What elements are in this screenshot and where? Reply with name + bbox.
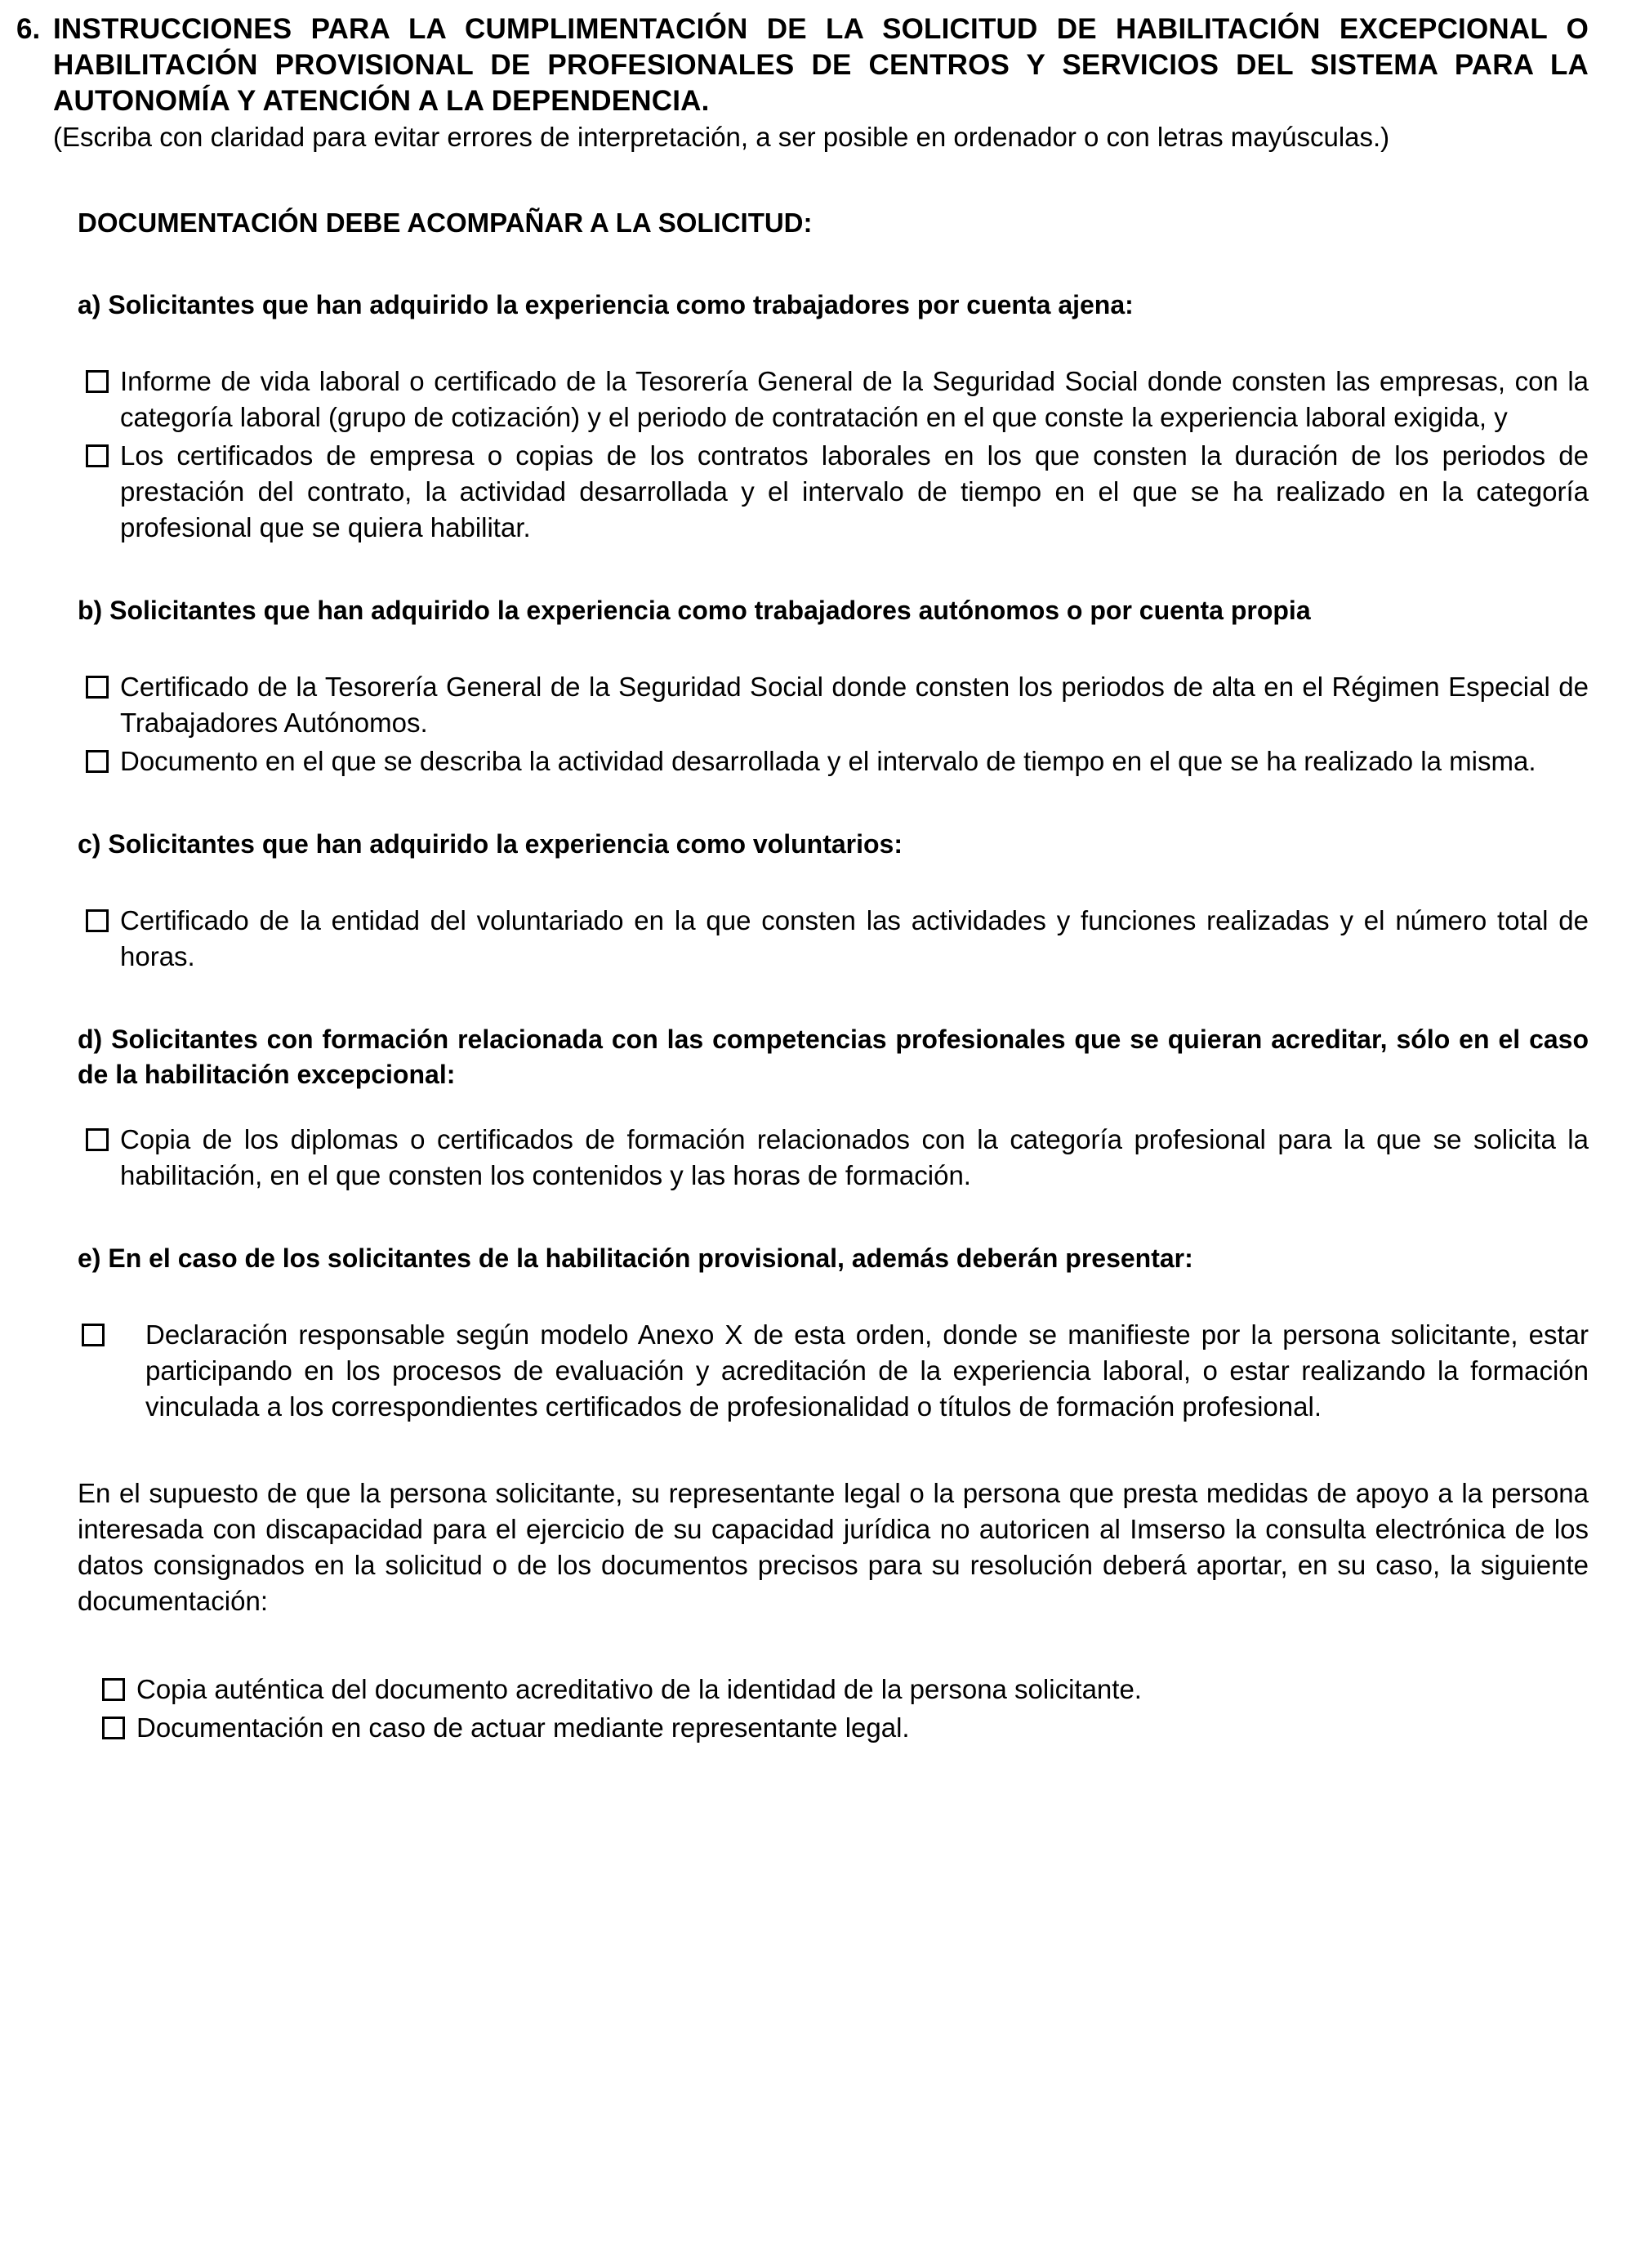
title-block: [16, 11, 1589, 155]
checklist-item: [102, 1710, 1589, 1746]
item-text: Declaración responsable según modelo Anexo X de esta orden, donde se manifieste por la persona solicitante, estar participando en los procesos de evaluación y acreditación de la experiencia laboral, o estar realizando la formación vinculada a los correspondientes certificados de profesionalidad o títulos de formación profesional.: [145, 1319, 1589, 1422]
title-wrap: [53, 11, 1589, 155]
item-text: Copia de los diplomas o certificados de formación relacionados con la categoría profesional para la que se solicita la habilitación, en el que consten los contenidos y las horas de formación.: [120, 1124, 1589, 1190]
checklist-checkbox[interactable]: [86, 370, 109, 393]
documentation-heading: DOCUMENTACIÓN DEBE ACOMPAÑAR A LA SOLICITUD:: [78, 208, 813, 238]
checklist-item: [82, 1317, 1589, 1425]
checklist-checkbox[interactable]: [86, 676, 109, 699]
item-text: Documentación en caso de actuar mediante representante legal.: [136, 1712, 910, 1743]
checklist-checkbox[interactable]: [86, 750, 109, 773]
closing-paragraph: En el supuesto de que la persona solicitante, su representante legal o la persona que presta medidas de apoyo a la persona interesada con discapacidad para el ejercicio de su capacidad jurídica no autoricen al Imserso la consulta electrónica de los datos consignados en la solicitud o de los documentos precisos para su resolución deberá aportar, en su caso, la siguiente documentación:: [78, 1478, 1589, 1616]
checklist-checkbox[interactable]: [86, 1128, 109, 1151]
section-d-label: d) Solicitantes con formación relacionada con las competencias profesionales que se quieran acreditar, sólo en el caso de la habilitación excepcional:: [78, 1025, 1589, 1089]
instructions-content: [78, 206, 1589, 1746]
section-c-label: c) Solicitantes que han adquirido la experiencia como voluntarios:: [78, 829, 903, 859]
checklist-checkbox[interactable]: [102, 1678, 125, 1701]
section-b-label: b) Solicitantes que han adquirido la experiencia como trabajadores autónomos o por cuenta propia: [78, 596, 1311, 625]
checklist-item: [86, 743, 1589, 779]
checklist-item: [102, 1672, 1589, 1708]
checklist-item: [86, 438, 1589, 546]
clarity-note: (Escriba con claridad para evitar errores de interpretación, a ser posible en ordenador o con letras mayúsculas.): [53, 122, 1390, 152]
checklist-checkbox[interactable]: [82, 1324, 105, 1346]
item-text: Certificado de la entidad del voluntariado en la que consten las actividades y funciones realizadas y el número total de horas.: [120, 905, 1589, 971]
checklist-checkbox[interactable]: [86, 444, 109, 467]
checklist-item: [86, 364, 1589, 435]
item-text: Los certificados de empresa o copias de los contratos laborales en los que consten la duración de los periodos de prestación del contrato, la actividad desarrollada y el intervalo de tiempo en el que se ha realizado en la categoría profesional que se quiera habilitar.: [120, 440, 1589, 542]
section-e-label: e) En el caso de los solicitantes de la habilitación provisional, además deberán presentar:: [78, 1243, 1193, 1273]
item-text: Documento en el que se describa la actividad desarrollada y el intervalo de tiempo en el que se ha realizado la misma.: [120, 746, 1536, 776]
item-text: Informe de vida laboral o certificado de la Tesorería General de la Seguridad Social donde consten las empresas, con la categoría laboral (grupo de cotización) y el periodo de contratación en el que conste la experiencia laboral exigida, y: [120, 366, 1589, 432]
section-number: 6.: [16, 13, 41, 45]
document-title: INSTRUCCIONES PARA LA CUMPLIMENTACIÓN DE LA SOLICITUD DE HABILITACIÓN EXCEPCIONAL O HABILITACIÓN PROVISIONAL DE PROFESIONALES DE CENTROS Y SERVICIOS DEL SISTEMA PARA LA AUTONOMÍA Y ATENCIÓN A LA DEPENDENCIA.: [53, 13, 1589, 117]
item-text: Certificado de la Tesorería General de la Seguridad Social donde consten los periodos de alta en el Régimen Especial de Trabajadores Autónomos.: [120, 672, 1589, 738]
final-checklist: [94, 1672, 1589, 1746]
section-a-label: a) Solicitantes que han adquirido la experiencia como trabajadores por cuenta ajena:: [78, 290, 1134, 319]
checklist-checkbox[interactable]: [102, 1717, 125, 1739]
checklist-checkbox[interactable]: [86, 909, 109, 932]
checklist-item: [86, 903, 1589, 975]
checklist-item: [86, 669, 1589, 741]
item-text: Copia auténtica del documento acreditativo de la identidad de la persona solicitante.: [136, 1674, 1142, 1704]
checklist-item: [86, 1122, 1589, 1194]
